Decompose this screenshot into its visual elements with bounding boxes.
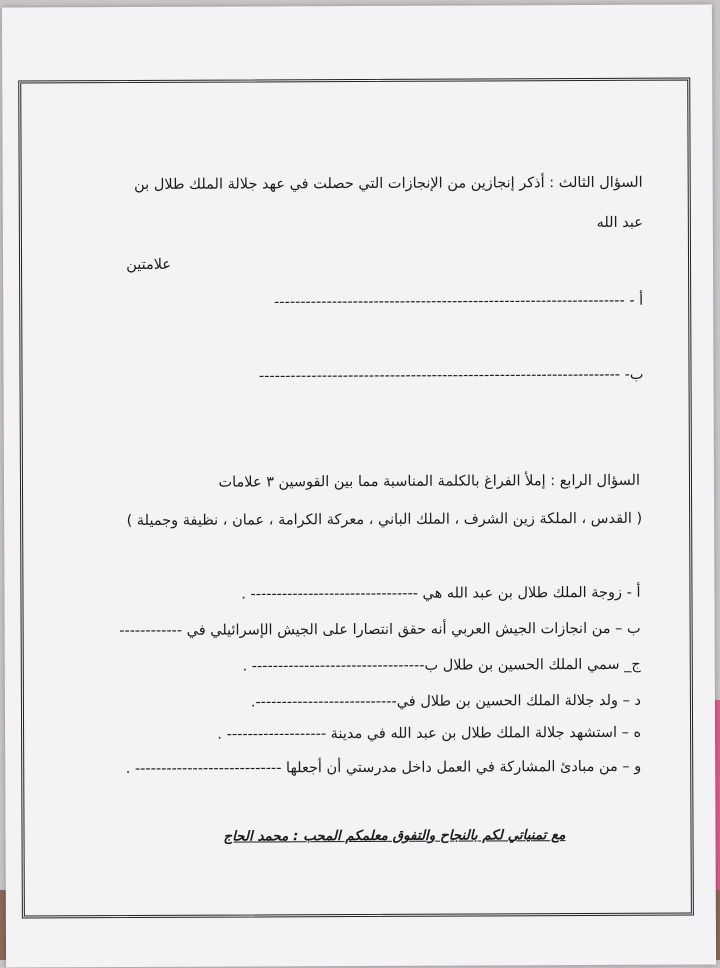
q3-question-line2: عبد الله — [596, 214, 643, 231]
exam-paper — [2, 4, 716, 967]
q3-question-line1: السؤال الثالث : أذكر إنجازين من الإنجازات التي حصلت في عهد جلالة الملك طلال بن — [134, 174, 643, 193]
q3-marks: علامتين — [126, 256, 172, 274]
q4-item-d: د – ولد جلالة الملك الحسين بن طلال في---------------------------. — [250, 692, 641, 711]
q4-item-f: و – من مبادئ المشاركة في العمل داخل مدرستي أن أجعلها ---------------------------- . — [125, 758, 642, 778]
q4-title: السؤال الرابع : إملأ الفراغ بالكلمة المناسبة مما بين القوسين — [278, 472, 641, 491]
q4-item-c: ج_ سمي الملك الحسين بن طلال ب--------------------------------- . — [242, 656, 641, 675]
q4-item-e: ه – استشهد جلالة الملك طلال بن عبد الله في مدينة ------------------- . — [217, 724, 642, 743]
q4-item-b: ب – من انجازات الجيش العربي أنه حقق انتصارا على الجيش الإسرائيلي في ------------ — [119, 620, 641, 640]
q3-answer-b: ب- --------------------------------------------------------------------- — [258, 366, 644, 385]
q4-options: ( القدس ، الملكة زين الشرف ، الملك الباني ، معركة الكرامة ، عمان ، نظيفة وجميلة ) — [126, 510, 643, 530]
q3-answer-a: أ - ------------------------------------------------------------------- — [274, 292, 644, 311]
footer-signature: مع تمنياتي لكم بالنجاح والتفوق معلمكم المحب : محمد الحاج — [223, 827, 566, 845]
page-border — [18, 78, 694, 919]
q4-item-a: أ - زوجة الملك طلال بن عبد الله هي -------------------------------- . — [241, 584, 641, 603]
q4-marks: ٣ علامات — [218, 474, 275, 491]
